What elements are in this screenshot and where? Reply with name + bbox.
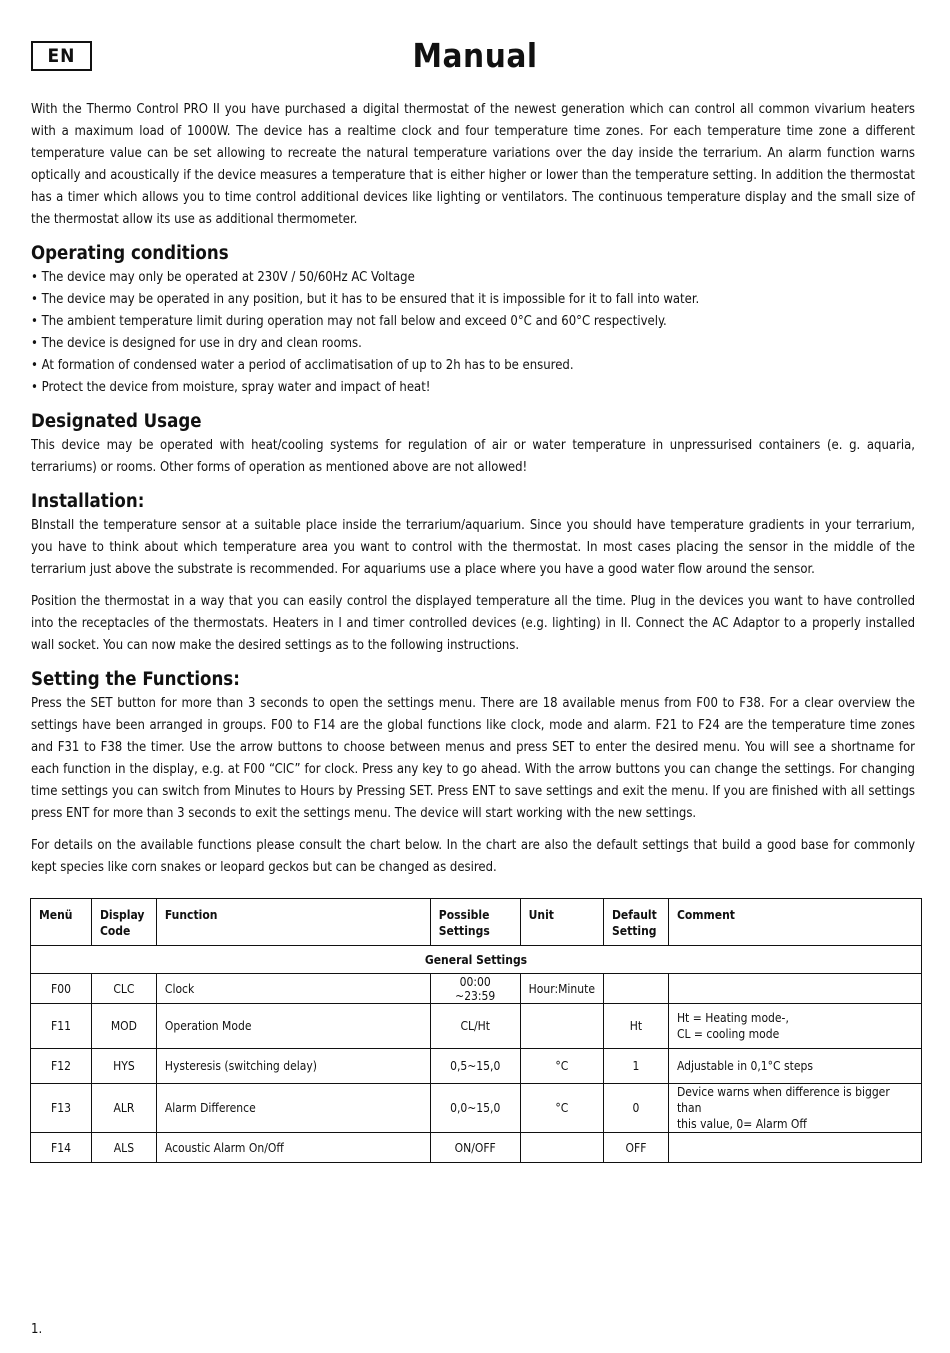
cell-code: ALS <box>91 1133 156 1163</box>
cell-default: 0 <box>603 1084 668 1133</box>
cell-default: OFF <box>603 1133 668 1163</box>
header-comment: Comment <box>668 899 921 946</box>
installation-heading: Installation: <box>31 491 145 512</box>
table-row <box>31 1084 922 1133</box>
cell-menu: F11 <box>31 1004 92 1049</box>
installation-paragraph-2: Position the thermostat in a way that you can easily control the displayed temperature all the time. Plug in the devices you want to have controlled into the receptacles of the thermostats. Heaters in I and timer controlled devices (e.g. lighting) in II. Connect the AC Adaptor to a properly installed wall socket. You can now make the desired settings as to the following instructions. <box>31 594 915 653</box>
language-badge: EN <box>31 41 92 71</box>
cell-possible: ON/OFF <box>430 1133 520 1163</box>
operating-list <box>31 267 915 399</box>
cell-unit <box>520 1133 603 1163</box>
cell-code: HYS <box>91 1049 156 1084</box>
cell-unit: °C <box>520 1049 603 1084</box>
list-item: • Protect the device from moisture, spray water and impact of heat! <box>31 377 915 399</box>
cell-function: Operation Mode <box>156 1004 430 1049</box>
table-group-row <box>31 946 922 974</box>
cell-possible: 0,5~15,0 <box>430 1049 520 1084</box>
settings-table <box>30 898 922 1163</box>
group-label: General Settings <box>31 946 922 974</box>
operating-heading: Operating conditions <box>31 243 229 264</box>
header-menu: Menü <box>31 899 92 946</box>
installation-paragraph-1: BInstall the temperature sensor at a suitable place inside the terrarium/aquarium. Since you should have temperature gradients in your terrarium, you have to think about which temperature area you want to control with the thermostat. In most cases placing the sensor in the middle of the terrarium just above the substrate is recommended. For aquariums use a place where you have a good water flow around the sensor. <box>31 518 915 577</box>
setting-paragraph-2: For details on the available functions please consult the chart below. In the chart are also the default settings that build a good base for commonly kept species like corn snakes or leopard geckos but can be changed as desired. <box>31 838 915 875</box>
cell-possible: 0,0~15,0 <box>430 1084 520 1133</box>
setting-heading: Setting the Functions: <box>31 669 240 690</box>
cell-menu: F00 <box>31 974 92 1004</box>
list-item: • The ambient temperature limit during operation may not fall below and exceed 0°C and 60°C respectively. <box>31 311 915 333</box>
cell-function: Acoustic Alarm On/Off <box>156 1133 430 1163</box>
cell-unit: °C <box>520 1084 603 1133</box>
cell-comment <box>668 974 921 1004</box>
cell-menu: F14 <box>31 1133 92 1163</box>
cell-code: ALR <box>91 1084 156 1133</box>
cell-code: MOD <box>91 1004 156 1049</box>
cell-comment: Adjustable in 0,1°C steps <box>668 1049 921 1084</box>
setting-paragraph-1: Press the SET button for more than 3 seconds to open the settings menu. There are 18 available menus from F00 to F38. For a clear overview the settings have been arranged in groups. F00 to F14 are the global functions like clock, mode and alarm. F21 to F24 are the temperature time zones and F31 to F38 the timer. Use the arrow buttons to choose between menus and press SET to enter the desired menu. You will see a shortname for each function in the display, e.g. at F00 “ClC” for clock. Press any key to go ahead. With the arrow buttons you can change the settings. For changing time settings you can switch from Minutes to Hours by Pressing SET. Press ENT to save settings and exit the menu. If you are finished with all settings press ENT for more than 3 seconds to exit the settings menu. The device will start working with the new settings. <box>31 696 915 821</box>
cell-function: Alarm Difference <box>156 1084 430 1133</box>
table-row <box>31 1133 922 1163</box>
cell-comment <box>668 1133 921 1163</box>
cell-unit: Hour:Minute <box>520 974 603 1004</box>
header-default-setting: Default Setting <box>603 899 668 946</box>
usage-heading: Designated Usage <box>31 411 202 432</box>
list-item: • The device may only be operated at 230V / 50/60Hz AC Voltage <box>31 267 915 289</box>
header-possible-settings: Possible Settings <box>430 899 520 946</box>
cell-comment: Device warns when difference is bigger than this value, 0= Alarm Off <box>668 1084 921 1133</box>
table-row <box>31 1004 922 1049</box>
cell-possible: CL/Ht <box>430 1004 520 1049</box>
cell-function: Clock <box>156 974 430 1004</box>
list-item: • The device is designed for use in dry and clean rooms. <box>31 333 915 355</box>
cell-function: Hysteresis (switching delay) <box>156 1049 430 1084</box>
cell-possible: 00:00 ~23:59 <box>430 974 520 1004</box>
usage-paragraph: This device may be operated with heat/cooling systems for regulation of air or water temperature in unpressurised containers (e. g. aquaria, terrariums) or rooms. Other forms of operation as mentioned above are not allowed! <box>31 438 915 475</box>
page-number: 1. <box>31 1322 43 1337</box>
header-function: Function <box>156 899 430 946</box>
table-row <box>31 974 922 1004</box>
cell-code: CLC <box>91 974 156 1004</box>
table-row <box>31 1049 922 1084</box>
cell-menu: F13 <box>31 1084 92 1133</box>
intro-paragraph: With the Thermo Control PRO II you have purchased a digital thermostat of the newest generation which can control all common vivarium heaters with a maximum load of 1000W. The device has a realtime clock and four temperature time zones. For each temperature time zone a different temperature value can be set allowing to recreate the natural temperature variations over the day inside the terrarium. An alarm function warns optically and acoustically if the device measures a temperature that is either higher or lower than the temperature setting. In addition the thermostat has a timer which allows you to time control additional devices like lighting or ventilators. The continuous temperature display and the small size of the thermostat allow its use as additional thermometer. <box>31 102 915 227</box>
manual-content <box>31 99 915 879</box>
cell-default: Ht <box>603 1004 668 1049</box>
header-display-code: Display Code <box>91 899 156 946</box>
page-title: Manual <box>412 36 538 75</box>
table-header-row <box>31 899 922 946</box>
cell-default <box>603 974 668 1004</box>
list-item: • The device may be operated in any position, but it has to be ensured that it is impossible for it to fall into water. <box>31 289 915 311</box>
cell-comment: Ht = Heating mode-, CL = cooling mode <box>668 1004 921 1049</box>
header-unit: Unit <box>520 899 603 946</box>
list-item: • At formation of condensed water a period of acclimatisation of up to 2h has to be ensured. <box>31 355 915 377</box>
cell-menu: F12 <box>31 1049 92 1084</box>
cell-unit <box>520 1004 603 1049</box>
cell-default: 1 <box>603 1049 668 1084</box>
